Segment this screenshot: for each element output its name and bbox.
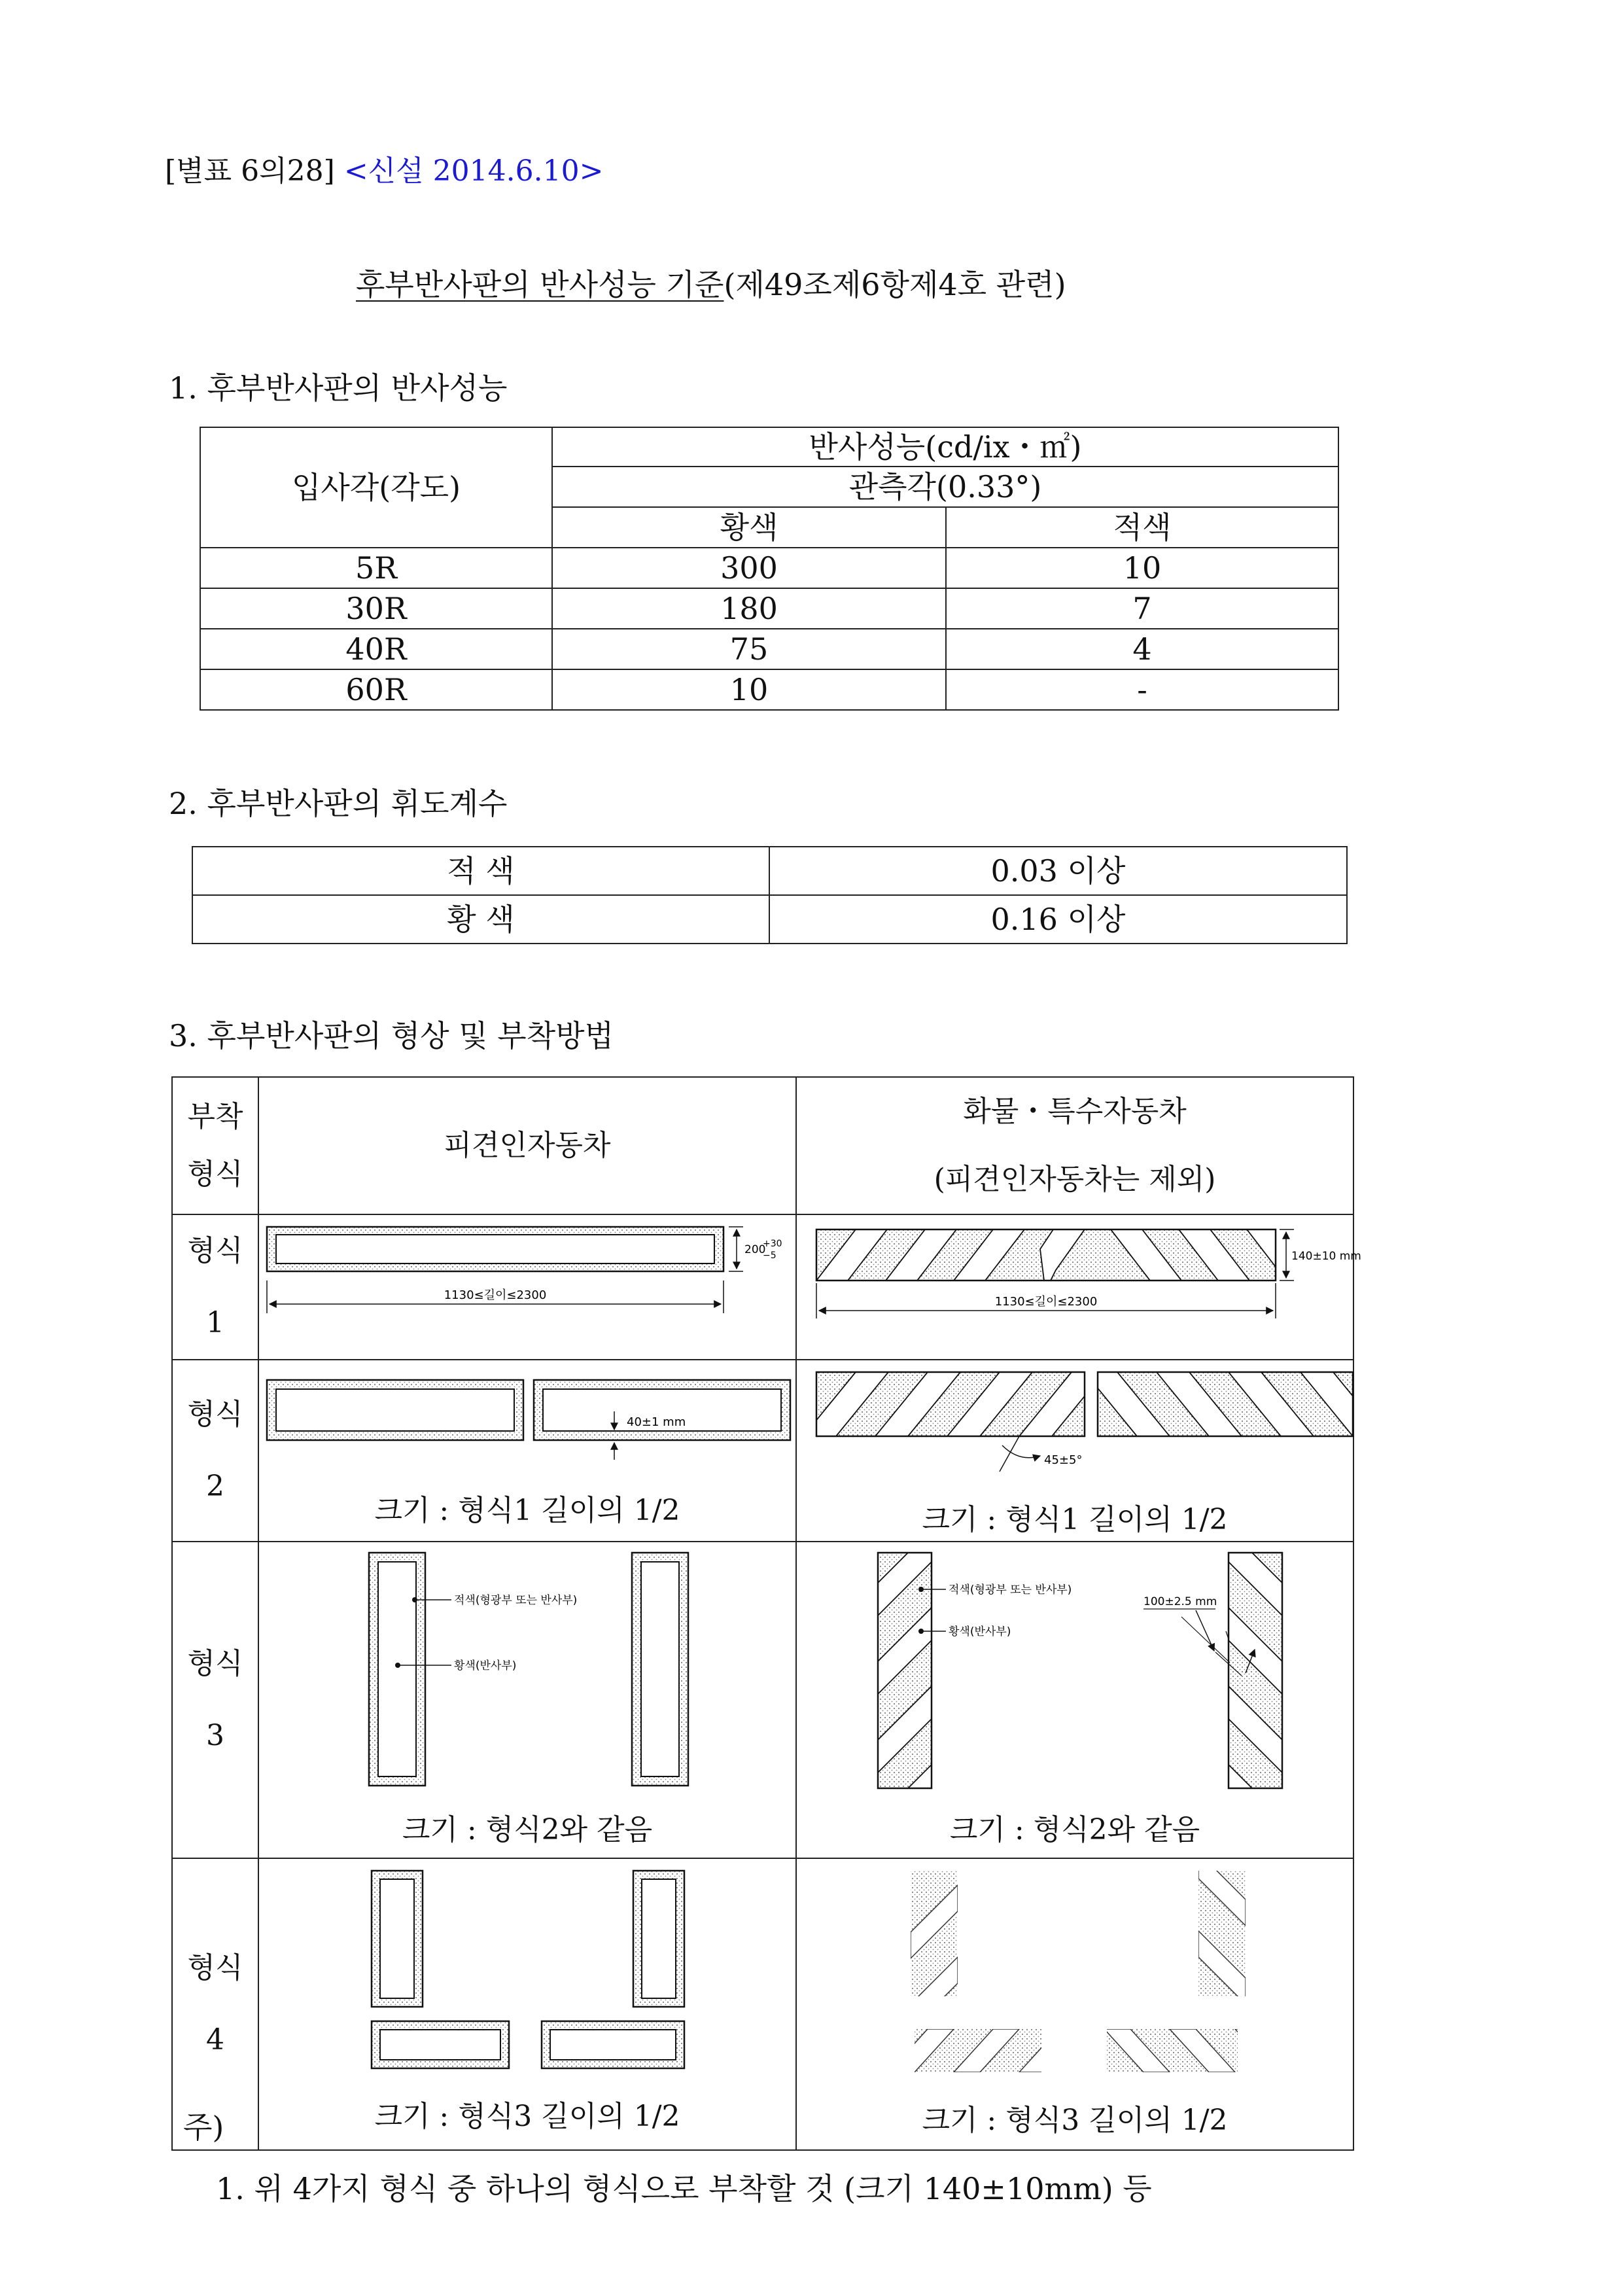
- cell-angle: 60R: [200, 669, 552, 710]
- table-row: [200, 588, 1338, 629]
- table-row: [192, 847, 1347, 895]
- type-label-line2: 3: [206, 1719, 224, 1752]
- cell-angle: 30R: [200, 588, 552, 629]
- header-mount-type-line1: 부착: [187, 1100, 243, 1133]
- table-row: [200, 629, 1338, 669]
- document-title: [356, 267, 1066, 302]
- note-item-1: 1. 위 4가지 형식 중 하나의 형식으로 부착할 것 (크기 140±10mm) 등: [216, 2171, 1152, 2206]
- header-red: 적색: [946, 507, 1338, 548]
- type-label-line2: 2: [206, 1470, 224, 1503]
- type1-towed-diagram: [259, 1215, 797, 1332]
- header-mount-type-line2: 형식: [187, 1157, 243, 1191]
- type3-towed-cell: [258, 1542, 796, 1858]
- section2-heading: 2. 후부반사판의 휘도계수: [169, 786, 508, 821]
- header-mount-type: [172, 1077, 258, 1214]
- cell-yellow: 75: [552, 629, 946, 669]
- table-row: [192, 895, 1347, 944]
- type-label: [172, 1214, 258, 1360]
- table-row: [200, 548, 1338, 588]
- header-cargo-line1: 화물・특수자동차: [963, 1095, 1187, 1128]
- label-red-part: 적색(형광부 또는 반사부): [949, 1583, 1072, 1597]
- cell-value: 0.03 이상: [769, 847, 1347, 895]
- annex-number: [별표 6의28]: [165, 154, 335, 188]
- dim-angle-45: 45±5°: [1044, 1453, 1083, 1467]
- table-row: [200, 669, 1338, 710]
- section3-heading: 3. 후부반사판의 형상 및 부착방법: [169, 1018, 614, 1053]
- type1-cargo-cell: [796, 1214, 1361, 1360]
- dim-height-200: 200: [744, 1243, 766, 1256]
- reflection-performance-table: [200, 427, 1339, 711]
- type3-cargo-diagram: [797, 1542, 1354, 1859]
- type1-cargo-diagram: [797, 1215, 1361, 1332]
- cell-color: 황 색: [192, 895, 769, 944]
- type-label: [172, 1858, 258, 2150]
- type4-cargo-caption: 크기 : 형식3 길이의 1/2: [922, 2104, 1228, 2137]
- type4-towed-cell: [258, 1858, 796, 2150]
- type-label-line1: 형식: [187, 1951, 243, 1985]
- cell-angle: 5R: [200, 548, 552, 588]
- header-performance: 반사성능(cd/ix・㎡): [552, 427, 1338, 467]
- cell-red: 7: [946, 588, 1338, 629]
- type-label-line1: 형식: [187, 1398, 243, 1431]
- header-yellow: 황색: [552, 507, 946, 548]
- dim-border-40: 40±1 mm: [627, 1415, 686, 1429]
- header-angle: 입사각(각도): [200, 427, 552, 548]
- type2-towed-cell: [258, 1360, 796, 1542]
- type4-cargo-cell: [796, 1858, 1353, 2150]
- type3-towed-diagram: [259, 1542, 797, 1859]
- type1-towed-cell: [258, 1214, 796, 1360]
- mount-type-row: [172, 1858, 1353, 2150]
- cell-red: -: [946, 669, 1338, 710]
- mount-type-row: [172, 1542, 1353, 1858]
- type-label-line2: 1: [206, 1306, 224, 1339]
- cell-yellow: 10: [552, 669, 946, 710]
- type-label-line1: 형식: [187, 1647, 243, 1680]
- dim-length: 1130≤길이≤2300: [444, 1288, 547, 1302]
- dim-length: 1130≤길이≤2300: [994, 1295, 1098, 1309]
- amendment-date: <신설 2014.6.10>: [343, 154, 604, 188]
- type-label-line1: 형식: [187, 1234, 243, 1267]
- type-label: [172, 1542, 258, 1858]
- luminance-table: [192, 846, 1348, 944]
- label-yellow-part: 황색(반사부): [949, 1625, 1011, 1638]
- cell-angle: 40R: [200, 629, 552, 669]
- dim-tolerance-plus: +30: [763, 1239, 782, 1249]
- type2-cargo-cell: [796, 1360, 1353, 1542]
- header-observation: 관측각(0.33°): [552, 467, 1338, 507]
- type2-cargo-caption: 크기 : 형식1 길이의 1/2: [922, 1503, 1228, 1536]
- dim-stripe-100: 100±2.5 mm: [1143, 1595, 1217, 1608]
- mount-type-row: [172, 1360, 1353, 1542]
- mount-type-row: [172, 1214, 1353, 1360]
- annex-label: [165, 154, 604, 188]
- dim-height-140: 140±10 mm: [1291, 1250, 1361, 1263]
- mounting-table: [171, 1076, 1361, 2151]
- type-label-line2: 4: [206, 2023, 224, 2057]
- cell-yellow: 180: [552, 588, 946, 629]
- cell-color: 적 색: [192, 847, 769, 895]
- cell-red: 10: [946, 548, 1338, 588]
- cell-value: 0.16 이상: [769, 895, 1347, 944]
- title-main: 후부반사판의 반사성능 기준: [356, 267, 724, 302]
- type4-towed-caption: 크기 : 형식3 길이의 1/2: [374, 2100, 680, 2133]
- title-reference: (제49조제6항제4호 관련): [724, 267, 1066, 302]
- type-label: [172, 1360, 258, 1542]
- type3-cargo-caption: 크기 : 형식2와 같음: [949, 1813, 1200, 1846]
- dim-tolerance-minus: −5: [763, 1250, 777, 1261]
- type3-cargo-cell: [796, 1542, 1353, 1858]
- section1-heading: 1. 후부반사판의 반사성능: [169, 370, 508, 406]
- header-cargo-line2: (피견인자동차는 제외): [934, 1163, 1216, 1196]
- cell-red: 4: [946, 629, 1338, 669]
- label-yellow-part: 황색(반사부): [454, 1659, 517, 1672]
- cell-yellow: 300: [552, 548, 946, 588]
- notes-heading: 주): [183, 2110, 224, 2145]
- header-cargo-vehicle: [796, 1077, 1353, 1214]
- type3-towed-caption: 크기 : 형식2와 같음: [402, 1813, 653, 1846]
- label-red-part: 적색(형광부 또는 반사부): [454, 1594, 578, 1607]
- type2-towed-caption: 크기 : 형식1 길이의 1/2: [374, 1494, 680, 1527]
- header-towed-vehicle: 피견인자동차: [258, 1077, 796, 1214]
